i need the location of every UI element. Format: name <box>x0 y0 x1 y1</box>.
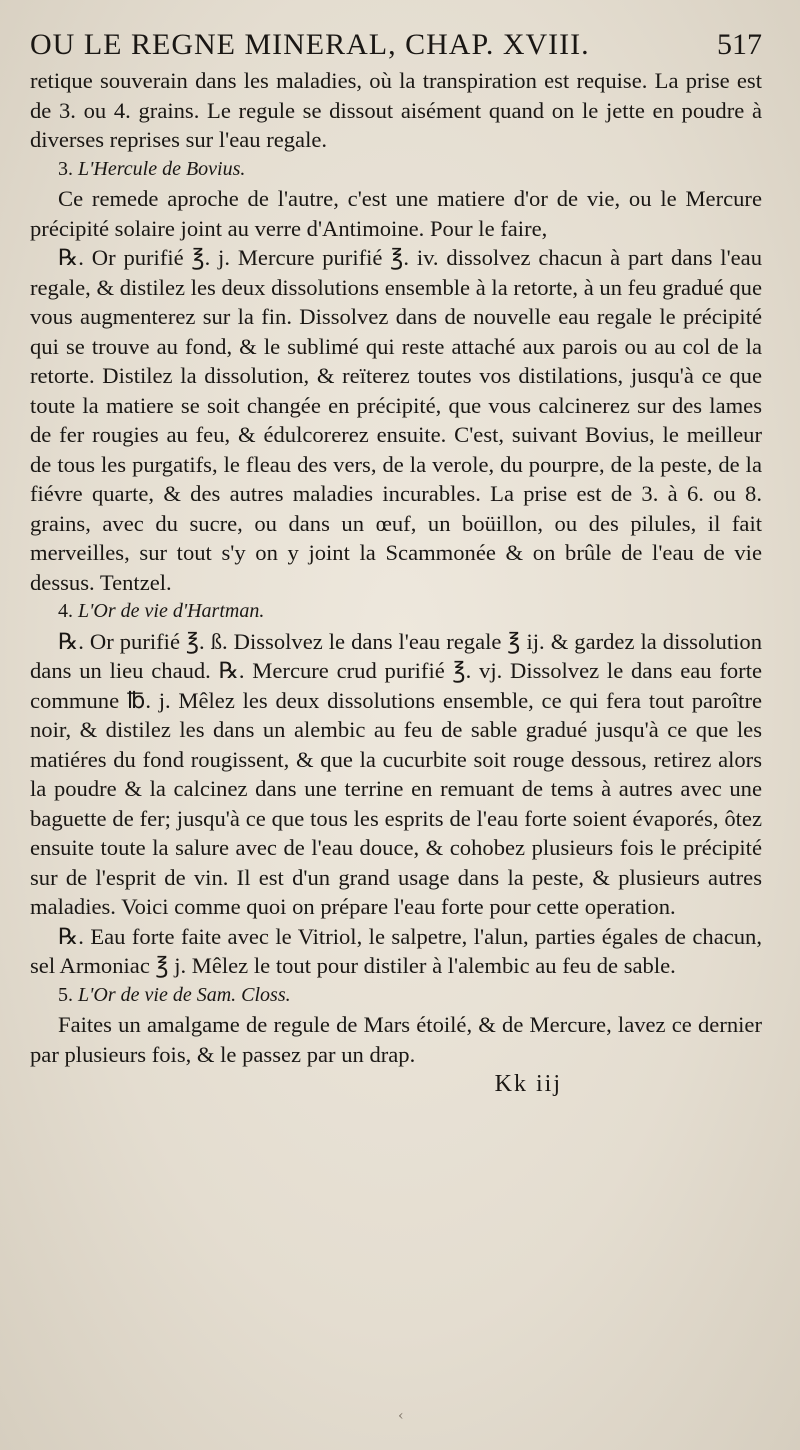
section-heading-5 <box>30 981 762 1011</box>
recipe-paragraph: ℞. Eau forte faite avec le Vitriol, le salpetre, l'alun, parties égales de chacun, sel Armoniac ℥ j. Mêlez le tout pour distiler à l'alembic au feu de sable. <box>30 923 762 978</box>
page-number: 517 <box>717 28 762 61</box>
section-title: L'Or de vie de Sam. Closs. <box>78 983 291 1006</box>
page-header <box>30 28 762 62</box>
running-head: OU LE REGNE MINERAL, CHAP. XVIII. <box>30 28 590 61</box>
paragraph: Faites un amalgame de regule de Mars étoilé, & de Mercure, lavez ce dernier par plusieurs fois, & le passez par un drap. <box>30 1012 762 1067</box>
section-title: L'Hercule de Bovius. <box>78 157 246 180</box>
body-text <box>30 66 762 1069</box>
section-heading-3 <box>30 155 762 185</box>
section-number: 3. <box>58 157 73 180</box>
recipe-paragraph: ℞. Or purifié ℥. ß. Dissolvez le dans l'eau regale ℥ ij. & gardez la dissolution dans un lieu chaud. ℞. Mercure crud purifié ℥. vj. Dissolvez le dans eau forte commune ℔. j. Mêlez les deux dissolutions ensemble, ce qui fera tout paroître noir, & distilez les dans un alembic au feu de sable gradué jusqu'à ce que les matiéres du fond rougissent, & que la cucurbite soit rouge dessous, retirez alors la poudre & la calcinez dans une terrine en remuant de tems à autres avec une baguette de fer; jusqu'à ce que tous les esprits de l'eau forte soient évaporés, ôtez ensuite toute la salure avec de l'eau douce, & cohobez plusieurs fois le précipité sur de l'esprit de vin. Il est d'un grand usage dans la peste, & plusieurs autres maladies. Voici comme quoi on prépare l'eau forte pour cette operation. <box>30 628 762 919</box>
recipe-paragraph: ℞. Or purifié ℥. j. Mercure purifié ℥. iv. dissolvez chacun à part dans l'eau regale, & distilez les deux dissolutions ensemble à la retorte, à un feu gradué que vous augmenterez sur la fin. Dissolvez dans de nouvelle eau regale le précipité qui se trouve au fond, & le sublimé qui reste attaché aux parois ou au col de la retorte. Distilez la dissolution, & reïterez toutes vos distilations, jusqu'à ce que toute la matiere se soit changée en précipité, que vous calcinerez sur des lames de fer rougies au feu, & édulcorerez ensuite. C'est, suivant Bovius, le meilleur de tous les purgatifs, le fleau des vers, de la verole, du pourpre, de la peste, de la fiévre quarte, & des autres maladies incurables. La prise est de 3. à 6. ou 8. grains, avec du sucre, ou dans un œuf, un boüillon, ou des pilules, il fait merveilles, sur tout s'y on y joint la Scammonée & on brûle de l'eau de vie dessus. Tentzel. <box>30 245 762 595</box>
section-title: L'Or de vie d'Hartman. <box>78 600 265 622</box>
paragraph: Ce remede aproche de l'autre, c'est une matiere d'or de vie, ou le Mercure précipité solaire joint au verre d'Antimoine. Pour le faire, <box>30 186 762 241</box>
section-heading-4 <box>30 597 762 627</box>
stray-ink-mark: ‹ <box>398 1408 404 1424</box>
section-number: 4. <box>58 600 73 622</box>
signature-mark: Kk iij <box>494 1071 562 1097</box>
paragraph-continuation: retique souverain dans les maladies, où la transpiration est requise. La prise est de 3. ou 4. grains. Le regule se dissout aisément quand on le jette en poudre à diverses reprises sur l'eau regale. <box>30 68 762 152</box>
section-number: 5. <box>58 983 73 1006</box>
